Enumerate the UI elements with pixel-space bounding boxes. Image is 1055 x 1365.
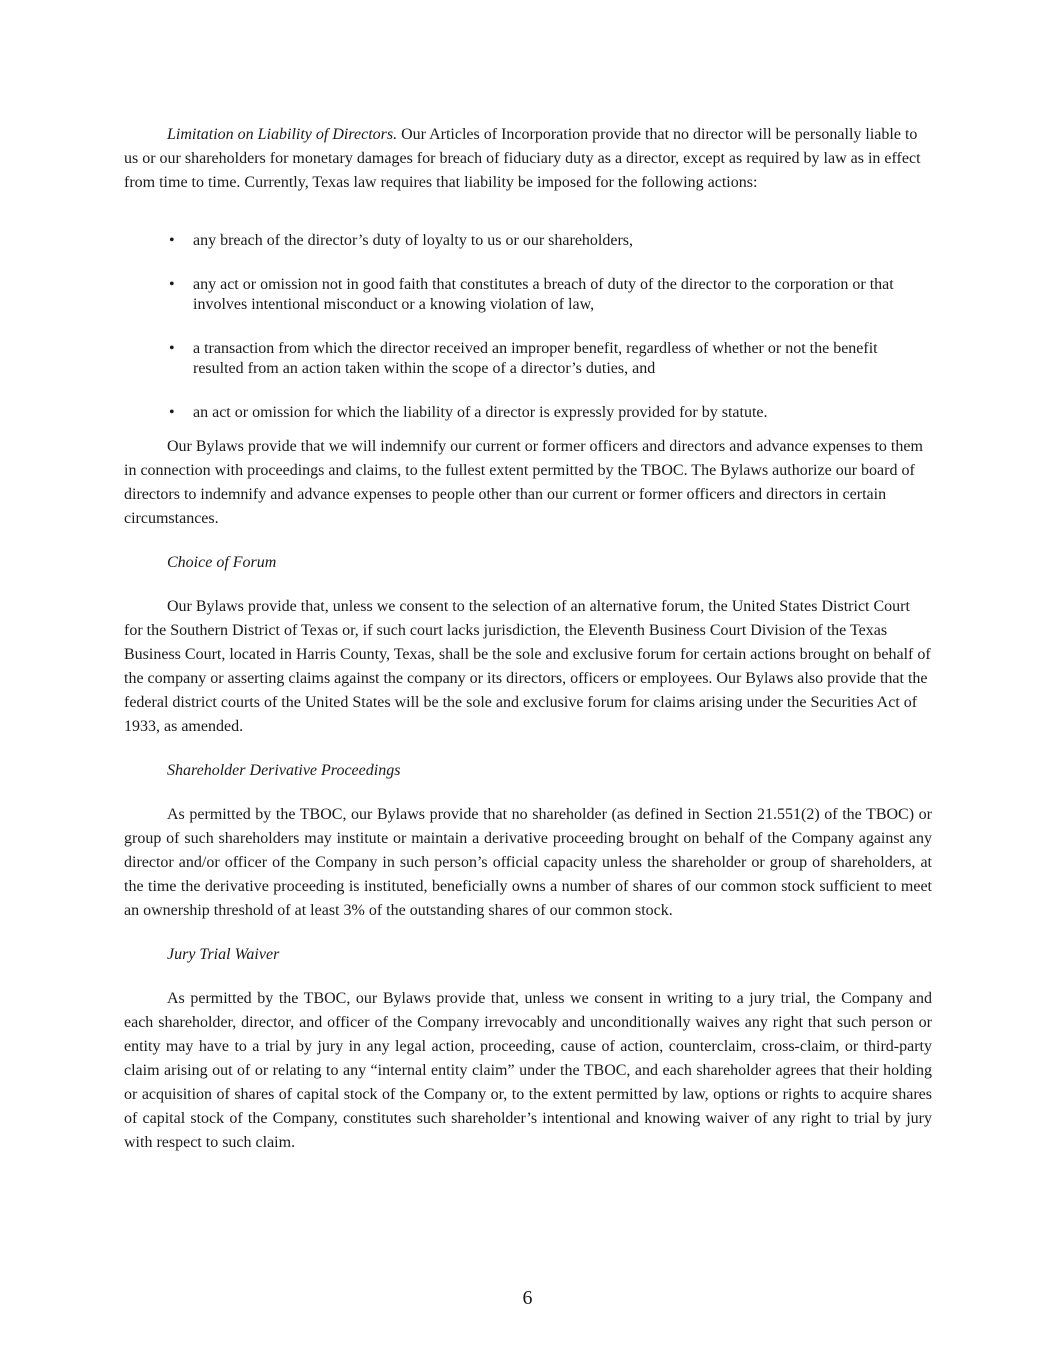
list-item-text: an act or omission for which the liability of a director is expressly provided for by statute. bbox=[193, 404, 768, 421]
document-body bbox=[124, 123, 932, 1155]
derivative-heading: Shareholder Derivative Proceedings bbox=[167, 762, 401, 779]
list-item-text: a transaction from which the director received an improper benefit, regardless of whether or not the benefit resulted from an action taken within the scope of a director’s duties, and bbox=[193, 340, 878, 377]
indemnify-paragraph: Our Bylaws provide that we will indemnify our current or former officers and directors and advance expenses to them in connection with proceedings and claims, to the fullest extent permitted by the TBOC. The Bylaws authorize our board of directors to indemnify and advance expenses to people other than our current or former officers and directors in certain circumstances. bbox=[124, 438, 923, 527]
list-item bbox=[124, 231, 932, 251]
liability-paragraph bbox=[124, 123, 932, 195]
bullet-glyph: • bbox=[169, 276, 175, 293]
page-number: 6 bbox=[522, 1287, 533, 1309]
bullet-glyph: • bbox=[169, 340, 175, 357]
jury-heading: Jury Trial Waiver bbox=[167, 946, 280, 963]
list-item-text: any act or omission not in good faith that constitutes a breach of duty of the director to the corporation or that involves intentional misconduct or a knowing violation of law, bbox=[193, 276, 894, 313]
list-item bbox=[124, 339, 932, 379]
liability-lead: Limitation on Liability of Directors. bbox=[167, 126, 398, 143]
liability-text: Our Articles of Incorporation provide that no director will be personally liable to us or our shareholders for monetary damages for breach of fiduciary duty as a director, except as required by law as in effect from time to time. Currently, Texas law requires that liability be imposed for the following actions: bbox=[124, 126, 921, 191]
liability-bullet-list bbox=[124, 231, 932, 423]
choice-of-forum-heading: Choice of Forum bbox=[167, 554, 277, 571]
bullet-glyph: • bbox=[169, 404, 175, 421]
list-item-text: any breach of the director’s duty of loyalty to us or our shareholders, bbox=[193, 232, 634, 249]
bullet-glyph: • bbox=[169, 232, 175, 249]
choice-of-forum-paragraph: Our Bylaws provide that, unless we consent to the selection of an alternative forum, the United States District Court for the Southern District of Texas or, if such court lacks jurisdiction, the Eleventh Business Court Division of the Texas Business Court, located in Harris County, Texas, shall be the sole and exclusive forum for certain actions brought on behalf of the company or asserting claims against the company or its directors, officers or employees. Our Bylaws also provide that the federal district courts of the United States will be the sole and exclusive forum for claims arising under the Securities Act of 1933, as amended. bbox=[124, 598, 931, 735]
list-item bbox=[124, 403, 932, 423]
jury-paragraph: As permitted by the TBOC, our Bylaws provide that, unless we consent in writing to a jury trial, the Company and each shareholder, director, and officer of the Company irrevocably and unconditionally waives any right that such person or entity may have to a trial by jury in any legal action, proceeding, cause of action, counterclaim, cross-claim, or third-party claim arising out of or relating to any “internal entity claim” under the TBOC, and each shareholder agrees that their holding or acquisition of shares of capital stock of the Company or, to the extent permitted by law, options or rights to acquire shares of capital stock of the Company, constitutes such shareholder’s intentional and knowing waiver of any right to trial by jury with respect to such claim. bbox=[124, 990, 932, 1151]
derivative-paragraph: As permitted by the TBOC, our Bylaws provide that no shareholder (as defined in Section 21.551(2) of the TBOC) or group of such shareholders may institute or maintain a derivative proceeding brought on behalf of the Company against any director and/or officer of the Company in such person’s official capacity unless the shareholder or group of shareholders, at the time the derivative proceeding is instituted, beneficially owns a number of shares of our common stock sufficient to meet an ownership threshold of at least 3% of the outstanding shares of our common stock. bbox=[124, 806, 932, 919]
list-item bbox=[124, 275, 932, 315]
